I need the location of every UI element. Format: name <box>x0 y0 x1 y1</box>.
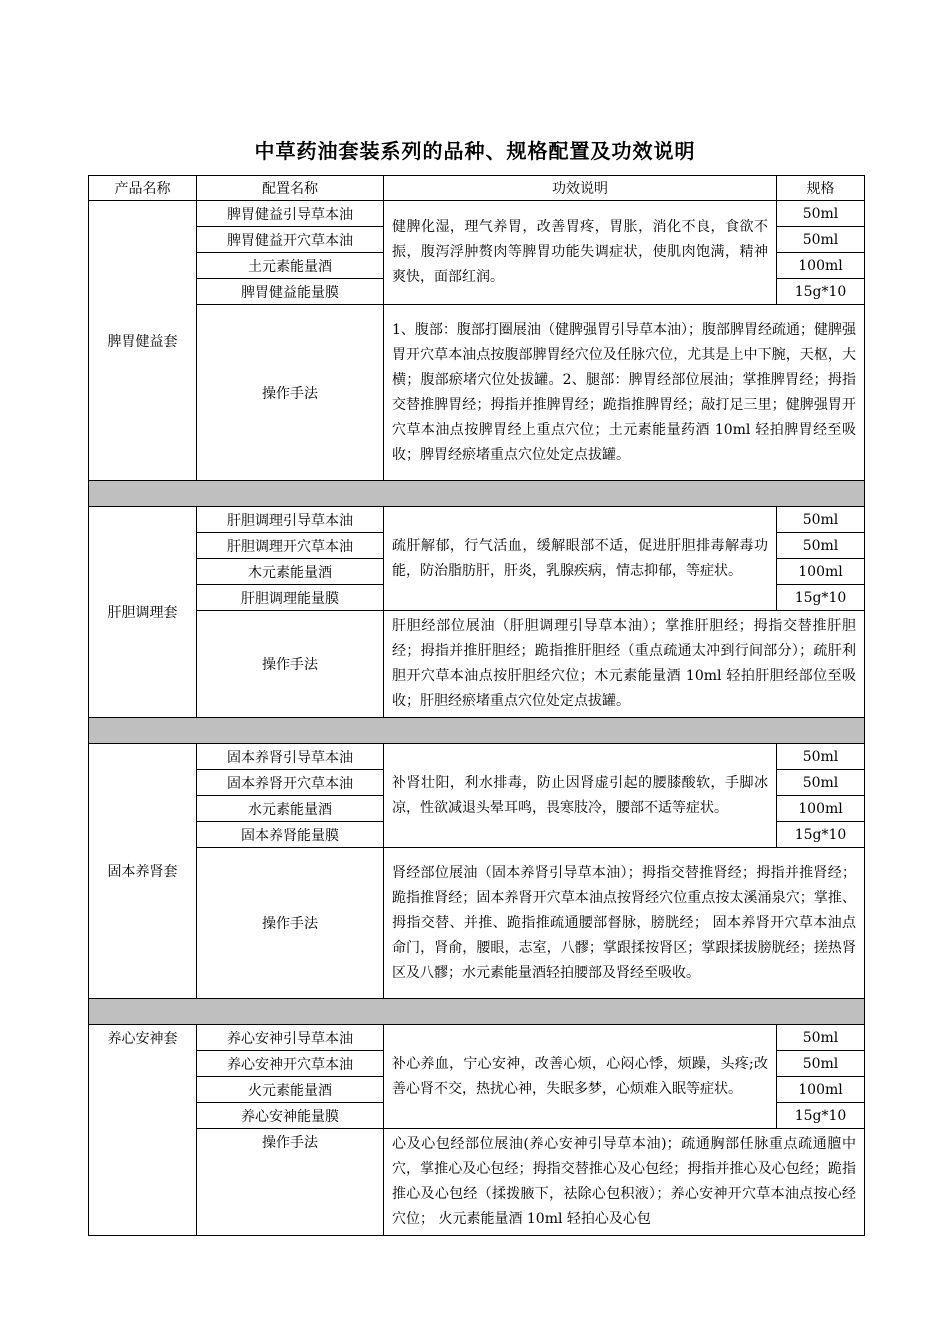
spec-cell: 100ml <box>777 559 865 585</box>
config-name-cell: 固本养肾开穴草本油 <box>197 770 384 796</box>
table-row <box>89 507 865 533</box>
config-name-cell: 肝胆调理开穴草本油 <box>197 533 384 559</box>
spec-cell: 50ml <box>777 227 865 253</box>
separator-row <box>89 481 865 507</box>
table-row <box>89 201 865 227</box>
spec-cell: 100ml <box>777 1077 865 1103</box>
effect-cell: 疏肝解郁，行气活血，缓解眼部不适，促进肝胆排毒解毒功能，防治脂肪肝，肝炎，乳腺疾病，情志抑郁，等症状。 <box>384 507 777 611</box>
ops-cell: 心及心包经部位展油(养心安神引导草本油)；疏通胸部任脉重点疏通膻中穴，掌推心及心包经；拇指交替推心及心包经；拇指并推心及心包经；跪指推心及心包经（揉拨腋下，祛除心包积液）；养心安神开穴草本油点按心经穴位； 火元素能量酒 10ml 轻拍心及心包 <box>384 1129 865 1236</box>
header-product-name: 产品名称 <box>89 176 197 201</box>
spec-cell: 15g*10 <box>777 822 865 848</box>
config-name-cell: 养心安神开穴草本油 <box>197 1051 384 1077</box>
config-name-cell: 土元素能量酒 <box>197 253 384 279</box>
config-name-cell: 养心安神能量膜 <box>197 1103 384 1129</box>
spec-cell: 100ml <box>777 796 865 822</box>
product-name-cell: 脾胃健益套 <box>89 201 197 481</box>
spec-cell: 50ml <box>777 507 865 533</box>
ops-label-cell: 操作手法 <box>197 305 384 481</box>
table-row <box>89 744 865 770</box>
spec-cell: 100ml <box>777 253 865 279</box>
table-header-row <box>89 176 865 201</box>
config-name-cell: 固本养肾能量膜 <box>197 822 384 848</box>
header-effect: 功效说明 <box>384 176 777 201</box>
config-name-cell: 脾胃健益引导草本油 <box>197 201 384 227</box>
spec-cell: 15g*10 <box>777 279 865 305</box>
table-row <box>89 848 865 999</box>
spec-cell: 50ml <box>777 770 865 796</box>
spec-cell: 50ml <box>777 744 865 770</box>
ops-cell: 1、腹部：腹部打圈展油（健脾强胃引导草本油）；腹部脾胃经疏通；健脾强胃开穴草本油点按腹部脾胃经穴位及任脉穴位，尤其是上中下腕，天枢，大横；腹部瘀堵穴位处拔罐。2、腿部：脾胃经部位展油；掌推脾胃经；拇指交替推脾胃经；拇指并推脾胃经；跪指推脾胃经；敲打足三里；健脾强胃开穴草本油点按脾胃经上重点穴位；土元素能量药酒 10ml 轻拍脾胃经至吸收；脾胃经瘀堵重点穴位处定点拔罐。 <box>384 305 865 481</box>
header-spec: 规格 <box>777 176 865 201</box>
spec-cell: 50ml <box>777 201 865 227</box>
product-name-cell: 肝胆调理套 <box>89 507 197 718</box>
effect-cell: 补心养血，宁心安神，改善心烦，心闷心悸，烦躁，头疼;改善心肾不交，热扰心神，失眠多梦，心烦难入眠等症状。 <box>384 1025 777 1129</box>
document-title: 中草药油套装系列的品种、规格配置及功效说明 <box>254 139 696 163</box>
effect-cell: 补肾壮阳，利水排毒，防止因肾虚引起的腰膝酸软，手脚冰凉，性欲减退头晕耳鸣，畏寒肢冷，腰部不适等症状。 <box>384 744 777 848</box>
table-row <box>89 611 865 718</box>
config-name-cell: 水元素能量酒 <box>197 796 384 822</box>
table-row <box>89 305 865 481</box>
spec-cell: 50ml <box>777 533 865 559</box>
config-name-cell: 肝胆调理能量膜 <box>197 585 384 611</box>
config-name-cell: 肝胆调理引导草本油 <box>197 507 384 533</box>
separator-row <box>89 999 865 1025</box>
ops-label-cell: 操作手法 <box>197 611 384 718</box>
table-row <box>89 1129 865 1236</box>
effect-cell: 健脾化湿，理气养胃，改善胃疼，胃胀，消化不良，食欲不振，腹泻浮肿赘肉等脾胃功能失调症状，使肌肉饱满，精神爽快，面部红润。 <box>384 201 777 305</box>
config-name-cell: 脾胃健益能量膜 <box>197 279 384 305</box>
spec-cell: 50ml <box>777 1025 865 1051</box>
spec-cell: 15g*10 <box>777 585 865 611</box>
config-name-cell: 固本养肾引导草本油 <box>197 744 384 770</box>
config-name-cell: 火元素能量酒 <box>197 1077 384 1103</box>
spec-cell: 50ml <box>777 1051 865 1077</box>
ops-label-cell: 操作手法 <box>197 848 384 999</box>
config-name-cell: 养心安神引导草本油 <box>197 1025 384 1051</box>
product-name-cell: 固本养肾套 <box>89 744 197 999</box>
ops-cell: 肝胆经部位展油（肝胆调理引导草本油）；掌推肝胆经；拇指交替推肝胆经；拇指并推肝胆经；跪指推肝胆经（重点疏通太冲到行间部分）；疏肝利胆开穴草本油点按肝胆经穴位；木元素能量酒 10ml 轻拍肝胆经部位至吸收；肝胆经瘀堵重点穴位处定点拔罐。 <box>384 611 865 718</box>
product-name-cell: 养心安神套 <box>89 1025 197 1236</box>
product-table <box>88 175 865 1236</box>
config-name-cell: 脾胃健益开穴草本油 <box>197 227 384 253</box>
spec-cell: 15g*10 <box>777 1103 865 1129</box>
ops-cell: 肾经部位展油（固本养肾引导草本油）；拇指交替推肾经；拇指并推肾经；跪指推肾经；固本养肾开穴草本油点按肾经穴位重点按太溪涌泉穴；掌推、拇指交替、并推、跪指推疏通腰部督脉，膀胱经； 固本养肾开穴草本油点命门，肾俞，腰眼，志室，八髎；掌跟揉按肾区；掌跟揉拔膀胱经；搓热肾区及八髎；水元素能量酒轻拍腰部及肾经至吸收。 <box>384 848 865 999</box>
config-name-cell: 木元素能量酒 <box>197 559 384 585</box>
header-config-name: 配置名称 <box>197 176 384 201</box>
table-row <box>89 1025 865 1051</box>
separator-row <box>89 718 865 744</box>
ops-label-cell: 操作手法 <box>197 1129 384 1236</box>
